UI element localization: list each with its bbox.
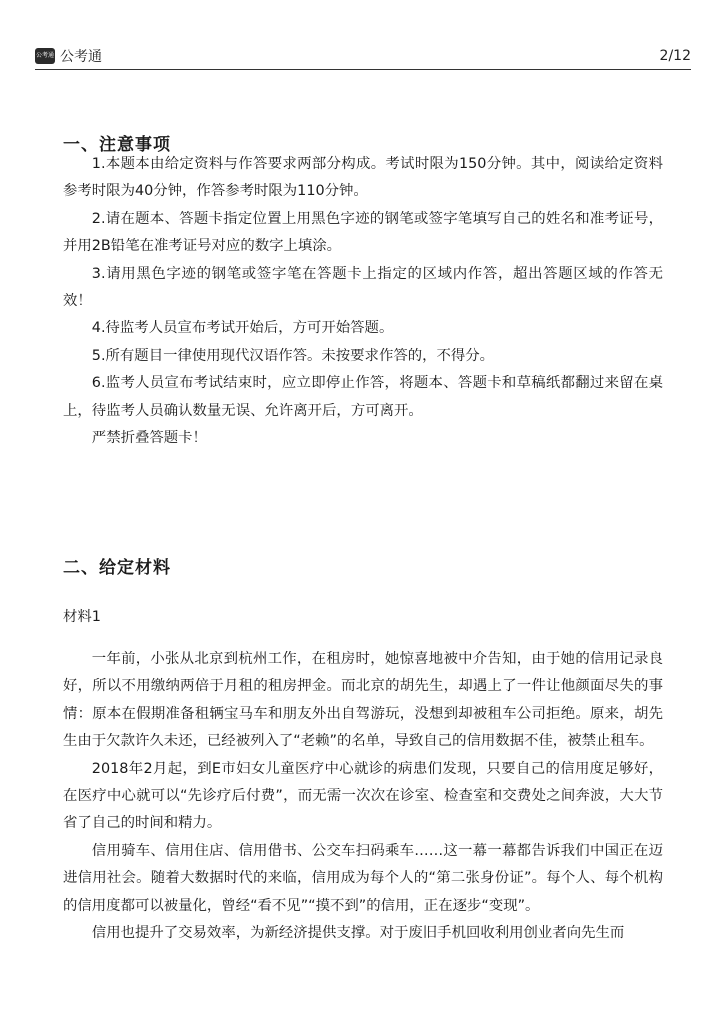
- material-paragraph: 2018年2月起，到E市妇女儿童医疗中心就诊的病患们发现，只要自己的信用度足够好，在医疗中心就可以“先诊疗后付费”，而无需一次次在诊室、检查室和交费处之间奔波，大大节省了自己的时间和精力。: [63, 760, 663, 832]
- note-item: 1.本题本由给定资料与作答要求两部分构成。考试时限为150分钟。其中，阅读给定资料参考时限为40分钟，作答参考时限为110分钟。: [63, 156, 663, 200]
- logo-badge-icon: 公考通: [35, 48, 55, 64]
- material-paragraph: 信用也提升了交易效率，为新经济提供支撑。对于废旧手机回收利用创业者向先生而: [91, 925, 625, 942]
- material-paragraph: 信用骑车、信用住店、信用借书、公交车扫码乘车……这一幕一幕都告诉我们中国正在迈进信用社会。随着大数据时代的来临，信用成为每个人的“第二张身份证”。每个人、每个机构的信用度都可以被量化，曾经“看不见”“摸不到”的信用，正在逐步“变现”。: [63, 842, 663, 914]
- note-item: 3.请用黑色字迹的钢笔或签字笔在答题卡上指定的区域内作答，超出答题区域的作答无效！: [63, 265, 663, 310]
- material-paragraph: 一年前，小张从北京到杭州工作，在租房时，她惊喜地被中介告知，由于她的信用记录良好，所以不用缴纳两倍于月租的租房押金。而北京的胡先生，却遇上了一件让他颜面尽失的事情：原本在假期准备租辆宝马车和朋友外出自驾游玩，没想到却被租车公司拒绝。原来，胡先生由于欠款许久未还，已经被列入了“老赖”的名单，导致自己的信用数据不佳，被禁止租车。: [63, 651, 663, 750]
- note-item: 4.待监考人员宣布考试开始后，方可开始答题。: [91, 320, 394, 337]
- section-title-materials: 二、给定材料: [63, 558, 171, 578]
- page-number: 2/12: [659, 48, 691, 64]
- section-title-notes: 一、注意事项: [63, 135, 171, 155]
- page-header: [35, 44, 691, 70]
- brand-logo: [35, 46, 102, 66]
- material-label: 材料1: [63, 609, 101, 625]
- note-warning: 严禁折叠答题卡！: [91, 430, 207, 447]
- brand-name: 公考通: [60, 49, 102, 65]
- material-body: [63, 646, 663, 947]
- note-item: 6.监考人员宣布考试结束时，应立即停止作答，将题本、答题卡和草稿纸都翻过来留在桌上，待监考人员确认数量无误、允许离开后，方可离开。: [63, 375, 663, 419]
- notes-body: [63, 151, 663, 452]
- note-item: 2.请在题本、答题卡指定位置上用黑色字迹的钢笔或签字笔填写自己的姓名和准考证号，并用2B铅笔在准考证号对应的数字上填涂。: [63, 210, 663, 255]
- note-item: 5.所有题目一律使用现代汉语作答。未按要求作答的，不得分。: [91, 347, 495, 364]
